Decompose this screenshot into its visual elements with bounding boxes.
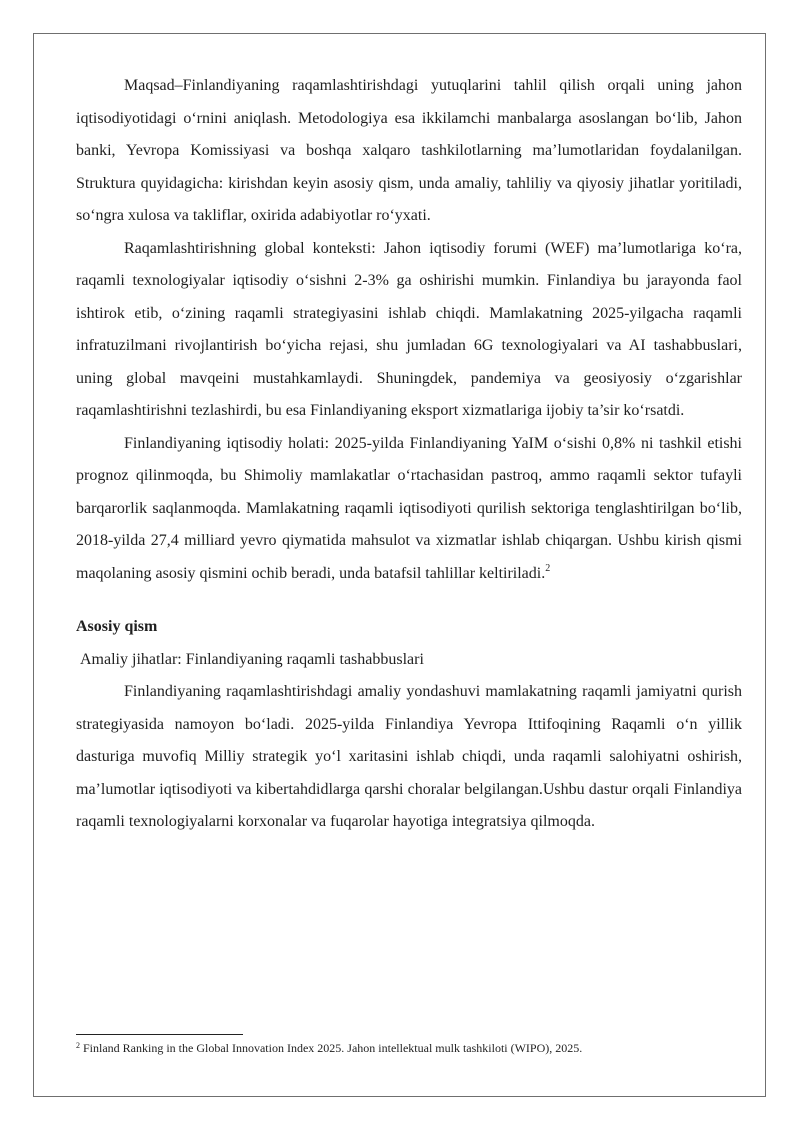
paragraph-purpose: Maqsad–Finlandiyaning raqamlashtirishdagi yutuqlarini tahlil qilish orqali uning jahon iqtisodiyotidagi o‘rnini aniqlash. Metodologiya esa ikkilamchi manbalarga asoslangan bo‘lib, Jahon banki, Yevropa Komissiyasi va boshqa xalqaro tashkilotlarning ma’lumotlaridan foydalanilgan. Struktura quyidagicha: kirishdan keyin asosiy qism, unda amaliy, tahliliy va qiyosiy jihatlar yoritiladi, so‘ngra xulosa va takliflar, oxirida adabiyotlar ro‘yxati. (76, 77, 742, 224)
footnote-reference[interactable]: 2 (545, 562, 551, 574)
document-body (76, 70, 742, 839)
footnote-number: 2 (76, 1041, 80, 1050)
paragraph-global-context: Raqamlashtirishning global konteksti: Jahon iqtisodiy forumi (WEF) ma’lumotlariga ko‘ra, raqamli texnologiyalar iqtisodiy o‘sishni 2-3% ga oshirishi mumkin. Finlandiya bu jarayonda faol ishtirok etib, o‘zining raqamli strategiyasini ishlab chiqdi. Mamlakatning 2025-yilgacha raqamli infratuzilmani rivojlantirish bo‘yicha rejasi, shu jumladan 6G texnologiyalari va AI tashabbuslari, uning global mavqeini mustahkamlaydi. Shuningdek, pandemiya va geosiyosiy o‘zgarishlar raqamlashtirishni tezlashirdi, bu esa Finlandiyaning eksport xizmatlariga ijobiy ta’sir ko‘rsatdi. (76, 239, 742, 419)
footnote-text: Finland Ranking in the Global Innovation Index 2025. Jahon intellektual mulk tashkiloti (WIPO), 2025. (83, 1041, 583, 1055)
section-subheading: Amaliy jihatlar: Finlandiyaning raqamli tashabbuslari (80, 650, 424, 668)
paragraph-economic-state (76, 428, 742, 591)
paragraph-economic-state-text: Finlandiyaning iqtisodiy holati: 2025-yilda Finlandiyaning YaIM o‘sishi 0,8% ni tashkil etishi prognoz qilinmoqda, bu Shimoliy mamlakatlar o‘rtachasidan pastroq, ammo raqamli sektor tufayli barqarorlik saqlanmoqda. Mamlakatning raqamli iqtisodiyoti qurilish sektoriga tenglashtirilgan bo‘lib, 2018-yilda 27,4 milliard yevro qiymatida mahsulot va xizmatlar ishlab chiqargan. Ushbu kirish qismi maqolaning asosiy qismini ochib beradi, unda batafsil tahlillar keltiriladi. (76, 434, 742, 582)
footnote-separator (76, 1034, 243, 1035)
section-heading: Asosiy qism (76, 618, 158, 635)
footnote (76, 1040, 742, 1056)
paragraph-practical-approach: Finlandiyaning raqamlashtirishdagi amaliy yondashuvi mamlakatning raqamli jamiyatni qurish strategiyasida namoyon bo‘ladi. 2025-yilda Finlandiya Yevropa Ittifoqining Raqamli o‘n yillik dasturiga muvofiq Milliy strategik yo‘l xaritasini ishlab chiqdi, unda raqamli salohiyatni oshirish, ma’lumotlar iqtisodiyoti va kibertahdidlarga qarshi choralar belgilangan.Ushbu dastur orqali Finlandiya raqamli texnologiyalarni korxonalar va fuqarolar hayotiga integratsiya qilmoqda. (76, 683, 742, 830)
